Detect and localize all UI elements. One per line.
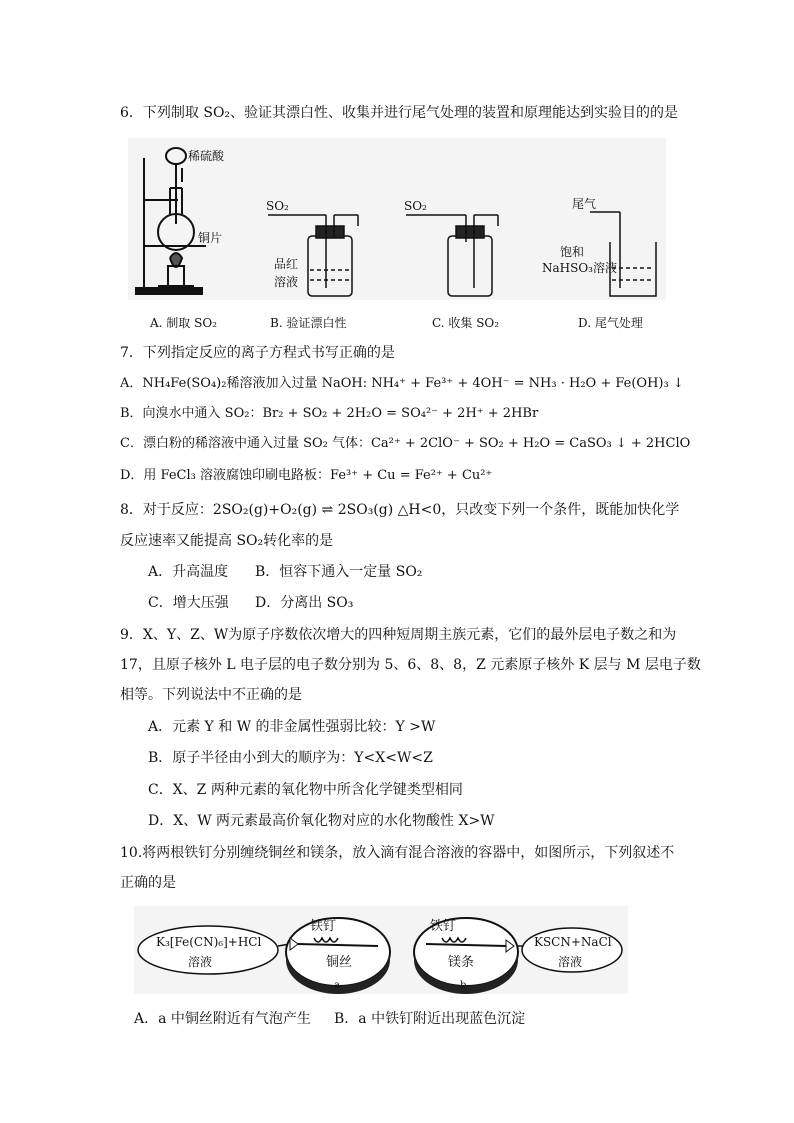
q10-option-b: B．a 中铁钉附近出现蓝色沉淀	[334, 1011, 526, 1027]
q7-option-d: D．用 FeCl₃ 溶液腐蚀印刷电路板：Fe³⁺ + Cu = Fe²⁺ + Cu²⁺	[120, 468, 493, 483]
q10-option-a: A．a 中铜丝附近有气泡产生	[134, 1011, 311, 1027]
q6-label-rongye: 溶液	[274, 275, 299, 289]
q9-stem-line2: 17，且原子核外 L 电子层的电子数分别为 5、6、8、8，Z 元素原子核外 K 层与 M 层电子数	[120, 657, 701, 673]
q8-option-d: D．分离出 SO₃	[255, 595, 354, 611]
q10-left-sol: 溶液	[188, 955, 213, 969]
q10-mark-a: a	[334, 980, 340, 991]
q8-option-a: A．升高温度	[148, 564, 229, 580]
q10-dish-figure	[134, 906, 628, 994]
q10-wire-a: 铜丝	[326, 955, 353, 970]
q6-caption-b: B. 验证漂白性	[270, 316, 347, 330]
q9-option-c: C．X、Z 两种元素的氧化物中所含化学键类型相同	[148, 782, 463, 798]
q10-stem-line2: 正确的是	[120, 875, 176, 891]
q6-caption-a: A. 制取 SO₂	[150, 316, 217, 330]
q9-option-d: D．X、W 两元素最高价氧化物对应的水化物酸性 X>W	[148, 813, 495, 829]
q9-stem-line3: 相等。下列说法中不正确的是	[120, 687, 302, 703]
q6-label-nahso3: NaHSO₃溶液	[542, 261, 617, 275]
q10-right-sol: 溶液	[558, 955, 583, 969]
q7-stem: 7．下列指定反应的离子方程式书写正确的是	[120, 345, 395, 361]
q10-left-reagent: K₃[Fe(CN)₆]+HCl	[156, 935, 262, 949]
q6-label-pinhong: 品红	[274, 257, 299, 271]
q6-apparatus-figure	[128, 138, 666, 300]
q7-option-b: B．向溴水中通入 SO₂：Br₂ + SO₂ + 2H₂O = SO₄²⁻ + 2H⁺ + 2HBr	[120, 406, 539, 421]
q6-label-so2-c: SO₂	[404, 199, 427, 213]
q9-stem-line1: 9．X、Y、Z、W为原子序数依次增大的四种短周期主族元素，它们的最外层电子数之和为	[120, 627, 677, 643]
q10-nail-a: 铁钉	[310, 919, 337, 934]
q6-caption-d: D. 尾气处理	[578, 316, 643, 330]
q6-label-acid: 稀硫酸	[188, 149, 225, 163]
q6-label-baohe: 饱和	[560, 245, 585, 259]
q8-stem-line1: 8．对于反应：2SO₂(g)+O₂(g) ⇌ 2SO₃(g) △H<0，只改变下列一个条件，既能加快化学	[120, 502, 680, 518]
q6-label-copper: 铜片	[198, 231, 223, 245]
q10-right-reagent: KSCN+NaCl	[534, 935, 612, 949]
q8-option-b: B．恒容下通入一定量 SO₂	[255, 564, 423, 580]
q10-strip-b: 镁条	[448, 955, 475, 970]
q9-option-b: B．原子半径由小到大的顺序为：Y<X<W<Z	[148, 750, 433, 766]
q6-caption-c: C. 收集 SO₂	[432, 316, 500, 330]
q6-label-tail-gas: 尾气	[572, 197, 597, 211]
q6-stem: 6．下列制取 SO₂、验证其漂白性、收集并进行尾气处理的装置和原理能达到实验目的的是	[120, 105, 679, 121]
q7-option-a: A．NH₄Fe(SO₄)₂稀溶液加入过量 NaOH: NH₄⁺ + Fe³⁺ + 4OH⁻ = NH₃ · H₂O + Fe(OH)₃ ↓	[120, 376, 684, 391]
q6-label-so2-b: SO₂	[266, 199, 289, 213]
q8-stem-line2: 反应速率又能提高 SO₂转化率的是	[120, 533, 334, 549]
q8-option-c: C．增大压强	[148, 595, 229, 611]
q10-nail-b: 铁钉	[430, 919, 457, 934]
q10-mark-b: b	[460, 980, 467, 991]
q9-option-a: A．元素 Y 和 W 的非金属性强弱比较：Y >W	[148, 719, 436, 735]
q10-stem-line1: 10.将两根铁钉分别缠绕铜丝和镁条，放入滴有混合溶液的容器中，如图所示，下列叙述不	[120, 845, 675, 861]
q7-option-c: C．漂白粉的稀溶液中通入过量 SO₂ 气体：Ca²⁺ + 2ClO⁻ + SO₂ + H₂O = CaSO₃ ↓ + 2HClO	[120, 436, 691, 451]
